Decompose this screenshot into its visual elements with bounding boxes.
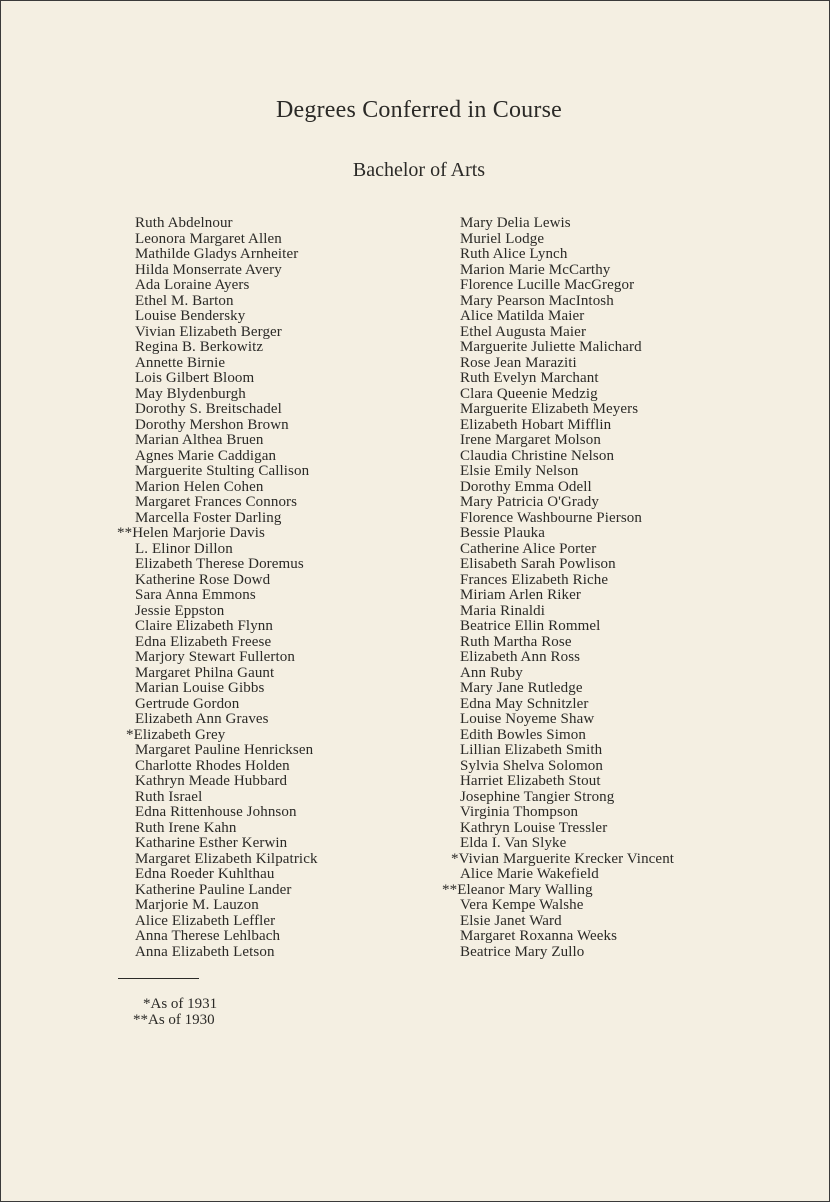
graduate-name-row <box>135 588 435 604</box>
graduate-name-row <box>460 232 780 248</box>
graduate-name: Agnes Marie Caddigan <box>135 447 277 464</box>
graduate-name-row <box>135 480 435 496</box>
graduate-name: Sara Anna Emmons <box>135 587 256 603</box>
graduate-name-row <box>135 464 435 480</box>
graduate-name-row <box>135 232 435 248</box>
graduate-name: Ruth Israel <box>135 788 203 805</box>
graduate-name-row <box>460 774 780 790</box>
graduate-name-row <box>460 650 780 666</box>
graduate-name: Annette Birnie <box>135 354 226 371</box>
graduate-name: Florence Lucille MacGregor <box>460 277 635 293</box>
graduate-name-row <box>135 557 435 573</box>
graduate-name: Louise Noyeme Shaw <box>460 711 595 727</box>
graduate-name-row <box>135 356 435 372</box>
graduate-name: Alice Elizabeth Leffler <box>135 912 276 929</box>
graduate-name-row <box>135 278 435 294</box>
graduate-name: Elizabeth Therese Doremus <box>135 556 304 572</box>
graduate-name: Margaret Frances Connors <box>135 494 298 510</box>
graduate-name-row <box>460 216 780 232</box>
graduate-name-row <box>460 495 780 511</box>
graduate-name-row <box>460 681 780 697</box>
graduate-name: Dorothy S. Breitschadel <box>135 401 282 417</box>
graduate-name: Ruth Irene Kahn <box>135 819 237 836</box>
graduate-name: Marion Marie McCarthy <box>460 261 611 278</box>
graduate-name-row <box>460 588 780 604</box>
graduate-name-row <box>460 247 780 263</box>
graduate-name: Elizabeth Hobart Mifflin <box>460 416 612 433</box>
footnote-marker: ** <box>117 525 133 541</box>
graduate-name-row <box>451 850 780 868</box>
graduate-name: Josephine Tangier Strong <box>460 788 615 805</box>
graduate-name: Edna May Schnitzler <box>460 695 589 712</box>
graduate-name-row <box>442 881 780 899</box>
graduate-name: Louise Bendersky <box>135 308 246 324</box>
graduate-name: Regina B. Berkowitz <box>135 339 264 355</box>
graduate-name-row <box>460 340 780 356</box>
graduate-name-row <box>135 821 435 837</box>
graduate-name-row <box>135 542 435 558</box>
graduate-name-row <box>135 309 435 325</box>
graduate-name: Katherine Rose Dowd <box>135 571 271 588</box>
graduate-name-row <box>135 402 435 418</box>
graduate-name-row <box>460 805 780 821</box>
names-column-left <box>117 215 435 960</box>
graduate-name: Hilda Monserrate Avery <box>135 261 282 278</box>
graduate-name-row <box>135 387 435 403</box>
graduate-name-row <box>135 418 435 434</box>
graduate-name: Marian Althea Bruen <box>135 432 264 448</box>
footnote-1930: **As of 1930 <box>133 1012 215 1028</box>
graduate-name: May Blydenburgh <box>135 385 246 402</box>
graduate-name-row <box>460 604 780 620</box>
graduate-name: Marguerite Juliette Malichard <box>460 339 642 355</box>
graduate-name-row <box>135 449 435 465</box>
graduate-name-row <box>135 697 435 713</box>
graduate-name: Elizabeth Grey <box>133 726 226 743</box>
graduate-name-row <box>135 573 435 589</box>
graduate-name: Edna Rittenhouse Johnson <box>135 804 297 820</box>
graduate-name: Vivian Elizabeth Berger <box>135 323 282 340</box>
graduate-name: Marian Louise Gibbs <box>135 680 265 696</box>
graduate-name: Ruth Abdelnour <box>135 215 233 231</box>
graduate-name-row <box>135 433 435 449</box>
graduate-name-row <box>135 914 435 930</box>
graduate-name-row <box>460 759 780 775</box>
graduate-name-row <box>460 557 780 573</box>
graduate-name: Anna Therese Lehlbach <box>135 928 281 944</box>
graduate-name: L. Elinor Dillon <box>135 540 233 557</box>
graduate-name: Dorothy Mershon Brown <box>135 416 289 433</box>
graduate-name: Katharine Esther Kerwin <box>135 835 288 851</box>
graduate-name: Vera Kempe Walshe <box>460 897 584 913</box>
graduate-name-row <box>135 805 435 821</box>
graduate-name-row <box>460 697 780 713</box>
footnote-marker: ** <box>442 881 458 898</box>
graduate-name: Elizabeth Ann Ross <box>460 649 581 665</box>
graduate-name: Marcella Foster Darling <box>135 509 282 526</box>
graduate-name-row <box>135 759 435 775</box>
graduate-name-row <box>460 511 780 527</box>
graduate-name-row <box>135 604 435 620</box>
graduate-name: Beatrice Ellin Rommel <box>460 618 601 634</box>
graduate-name-row <box>460 526 780 542</box>
graduate-name: Edna Elizabeth Freese <box>135 633 272 650</box>
graduate-name-row <box>460 836 780 852</box>
graduate-name-row <box>135 743 435 759</box>
graduate-name-row <box>135 898 435 914</box>
graduate-name: Margaret Elizabeth Kilpatrick <box>135 850 318 867</box>
graduate-name: Muriel Lodge <box>460 230 545 247</box>
graduate-name: Mary Delia Lewis <box>460 215 571 231</box>
graduate-name-row <box>135 852 435 868</box>
graduate-name-row <box>135 511 435 527</box>
footnotes <box>133 996 217 1028</box>
graduate-name-row <box>135 340 435 356</box>
graduate-name: Ada Loraine Ayers <box>135 277 250 293</box>
graduate-name: Claire Elizabeth Flynn <box>135 618 273 634</box>
graduate-name-row <box>135 325 435 341</box>
graduate-name: Beatrice Mary Zullo <box>460 943 585 960</box>
graduate-name-row <box>135 681 435 697</box>
graduate-name: Lillian Elizabeth Smith <box>460 742 603 758</box>
graduate-name: Catherine Alice Porter <box>460 540 597 557</box>
graduate-name: Marguerite Stulting Callison <box>135 463 310 479</box>
graduate-name-row <box>460 945 780 961</box>
graduate-name: Marion Helen Cohen <box>135 478 264 495</box>
graduate-name-row <box>460 542 780 558</box>
graduate-name-row <box>460 898 780 914</box>
graduate-name-row <box>460 790 780 806</box>
graduate-name: Edith Bowles Simon <box>460 726 586 743</box>
degree-subtitle: Bachelor of Arts <box>352 159 486 181</box>
graduate-name: Elda I. Van Slyke <box>460 835 567 851</box>
graduate-name-row <box>460 387 780 403</box>
graduate-name: Marjorie M. Lauzon <box>135 897 259 913</box>
graduate-name-row <box>460 433 780 449</box>
graduate-name: Lois Gilbert Bloom <box>135 370 255 386</box>
graduate-name: Bessie Plauka <box>460 525 546 541</box>
graduate-name: Virginia Thompson <box>460 804 579 820</box>
graduate-name-row <box>460 914 780 930</box>
graduate-name-row <box>460 821 780 837</box>
graduate-name-row <box>135 371 435 387</box>
graduate-name-row <box>460 743 780 759</box>
graduate-name-row <box>135 216 435 232</box>
graduate-name: Claudia Christine Nelson <box>460 447 615 464</box>
graduate-name-row <box>460 263 780 279</box>
footnote-divider <box>118 978 199 979</box>
graduate-name: Maria Rinaldi <box>460 602 546 619</box>
graduate-name: Elizabeth Ann Graves <box>135 711 269 727</box>
graduate-name-row <box>135 294 435 310</box>
graduate-name: Marguerite Elizabeth Meyers <box>460 401 639 417</box>
graduate-name: Ruth Evelyn Marchant <box>460 370 599 386</box>
graduate-name: Ruth Alice Lynch <box>460 246 568 262</box>
graduate-name-row <box>135 712 435 728</box>
graduate-name-row <box>460 356 780 372</box>
graduate-name: Helen Marjorie Davis <box>132 525 265 541</box>
graduate-name: Margaret Pauline Henricksen <box>135 742 314 758</box>
graduate-name: Anna Elizabeth Letson <box>135 943 275 960</box>
graduate-name: Irene Margaret Molson <box>460 432 601 448</box>
graduate-name-row <box>460 712 780 728</box>
graduate-name: Dorothy Emma Odell <box>460 478 592 495</box>
graduate-name: Alice Matilda Maier <box>460 308 585 324</box>
graduate-name-row <box>135 790 435 806</box>
graduate-name-row <box>135 247 435 263</box>
graduate-name-row <box>135 650 435 666</box>
footnote-1931: *As of 1931 <box>143 996 218 1012</box>
graduate-name: Margaret Philna Gaunt <box>135 664 275 681</box>
graduate-name-row <box>135 836 435 852</box>
graduate-name: Jessie Eppston <box>135 602 225 619</box>
graduate-name: Miriam Arlen Riker <box>460 587 581 603</box>
graduate-name: Kathryn Louise Tressler <box>460 819 608 836</box>
graduate-name: Clara Queenie Medzig <box>460 385 598 402</box>
graduate-name: Ruth Martha Rose <box>460 633 572 650</box>
graduate-name: Alice Marie Wakefield <box>460 866 599 882</box>
graduate-name-row <box>135 883 435 899</box>
graduate-name-row <box>460 464 780 480</box>
graduate-name-row <box>460 371 780 387</box>
graduate-name-row <box>135 929 435 945</box>
graduate-name: Gertrude Gordon <box>135 695 240 712</box>
graduate-name-row <box>460 309 780 325</box>
graduate-name: Mathilde Gladys Arnheiter <box>135 246 299 262</box>
graduate-name-row <box>460 325 780 341</box>
graduate-name-row <box>460 619 780 635</box>
graduate-name: Frances Elizabeth Riche <box>460 571 609 588</box>
graduate-name-row <box>460 402 780 418</box>
graduate-name: Harriet Elizabeth Stout <box>460 773 601 789</box>
graduate-name-row <box>135 774 435 790</box>
graduate-name: Edna Roeder Kuhlthau <box>135 866 275 882</box>
graduate-name: Eleanor Mary Walling <box>457 881 593 898</box>
graduate-name-row <box>117 525 435 542</box>
graduate-name: Florence Washbourne Pierson <box>460 509 643 526</box>
graduate-name-row <box>460 929 780 945</box>
graduate-name: Katherine Pauline Lander <box>135 881 292 898</box>
graduate-name-row <box>460 418 780 434</box>
graduate-name-row <box>135 619 435 635</box>
graduate-name: Rose Jean Maraziti <box>460 354 577 371</box>
graduate-name: Charlotte Rhodes Holden <box>135 757 290 774</box>
graduate-name-row <box>460 666 780 682</box>
graduate-name: Elsie Emily Nelson <box>460 463 579 479</box>
graduate-name: Margaret Roxanna Weeks <box>460 928 618 944</box>
graduate-name-row <box>460 635 780 651</box>
graduate-name: Mary Patricia O'Grady <box>460 494 599 510</box>
graduate-name: Mary Pearson MacIntosh <box>460 292 614 309</box>
graduate-name-row <box>460 573 780 589</box>
graduate-name-row <box>135 263 435 279</box>
graduate-name: Vivian Marguerite Krecker Vincent <box>458 850 675 867</box>
graduate-name: Ethel Augusta Maier <box>460 323 587 340</box>
graduate-name: Mary Jane Rutledge <box>460 680 583 696</box>
names-column-right <box>442 215 780 960</box>
graduate-name-row <box>135 495 435 511</box>
graduate-name: Ann Ruby <box>460 664 523 681</box>
graduate-name: Sylvia Shelva Solomon <box>460 757 603 774</box>
graduate-name-row <box>135 867 435 883</box>
graduate-name-row <box>460 278 780 294</box>
graduate-name: Elsie Janet Ward <box>460 912 562 929</box>
graduate-name-row <box>126 726 435 744</box>
graduate-name: Ethel M. Barton <box>135 292 234 309</box>
graduate-name: Marjory Stewart Fullerton <box>135 649 295 665</box>
graduate-name: Leonora Margaret Allen <box>135 230 282 247</box>
graduate-name: Elisabeth Sarah Powlison <box>460 556 616 572</box>
graduate-name: Kathryn Meade Hubbard <box>135 773 288 789</box>
graduate-name-row <box>135 635 435 651</box>
graduate-name-row <box>460 294 780 310</box>
graduate-name-row <box>460 449 780 465</box>
page-title: Degrees Conferred in Course <box>276 97 562 123</box>
graduate-name-row <box>460 728 780 744</box>
graduate-name-row <box>135 945 435 961</box>
graduate-name-row <box>460 867 780 883</box>
footnote-marker: * <box>126 726 134 743</box>
footnote-marker: * <box>451 850 459 867</box>
graduate-name-row <box>135 666 435 682</box>
graduate-name-row <box>460 480 780 496</box>
